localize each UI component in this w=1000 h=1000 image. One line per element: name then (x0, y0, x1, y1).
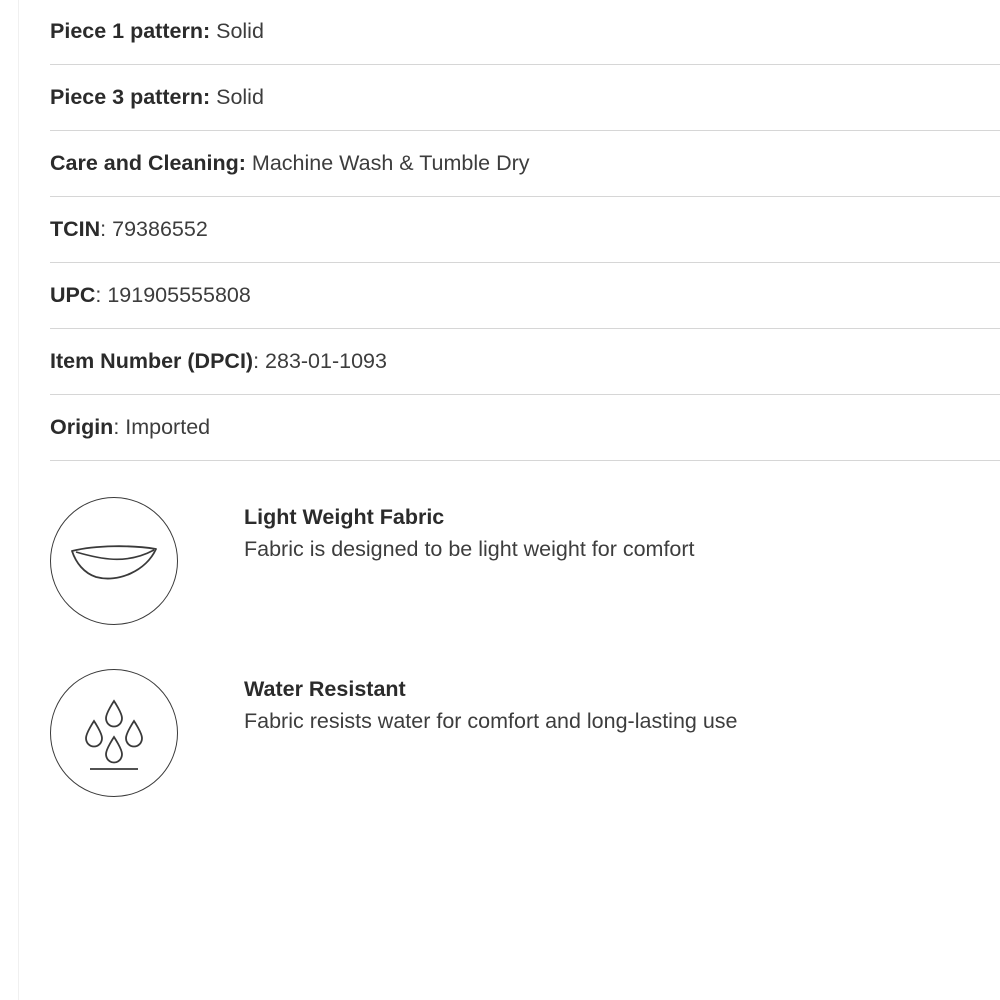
feature-text (182, 497, 695, 563)
spec-value: : 191905555808 (95, 283, 251, 307)
feature-title: Water Resistant (244, 677, 406, 701)
spec-row (50, 263, 1000, 328)
spec-line (50, 197, 1000, 262)
spec-label: Piece 1 pattern: (50, 19, 211, 43)
row-divider (50, 460, 1000, 461)
feature-item (50, 497, 1000, 625)
spec-row (50, 131, 1000, 196)
spec-label: Care and Cleaning: (50, 151, 246, 175)
spec-value: : 79386552 (100, 217, 208, 241)
feature-description: Fabric is designed to be light weight for comfort (244, 537, 695, 561)
spec-label: Piece 3 pattern: (50, 85, 211, 109)
specification-list (50, 0, 1000, 461)
spec-label: TCIN (50, 217, 101, 241)
spec-value: Solid (210, 85, 264, 109)
spec-value: : 283-01-1093 (253, 349, 387, 373)
spec-row (50, 65, 1000, 130)
feature-icon-wrap (50, 497, 182, 625)
spec-label: Origin (50, 415, 114, 439)
spec-label: Item Number (DPCI) (50, 349, 254, 373)
left-gutter (0, 0, 19, 1000)
spec-row (50, 197, 1000, 262)
feature-text (182, 669, 738, 735)
spec-line (50, 65, 1000, 130)
details-content (50, 0, 1000, 841)
spec-line (50, 329, 1000, 394)
spec-value: Solid (210, 19, 264, 43)
spec-label: UPC (50, 283, 96, 307)
spec-row (50, 0, 1000, 64)
spec-row (50, 395, 1000, 460)
feature-callouts (50, 497, 1000, 797)
feature-item (50, 669, 1000, 797)
spec-row (50, 329, 1000, 394)
feature-icon-wrap (50, 669, 182, 797)
spec-line (50, 131, 1000, 196)
feature-title: Light Weight Fabric (244, 505, 445, 529)
spec-line (50, 263, 1000, 328)
leaf-icon (50, 497, 178, 625)
spec-line (50, 0, 1000, 64)
feature-description: Fabric resists water for comfort and long-lasting use (244, 709, 738, 733)
water-drops-icon (50, 669, 178, 797)
spec-line (50, 395, 1000, 460)
spec-value: Machine Wash & Tumble Dry (245, 151, 530, 175)
spec-value: : Imported (113, 415, 211, 439)
